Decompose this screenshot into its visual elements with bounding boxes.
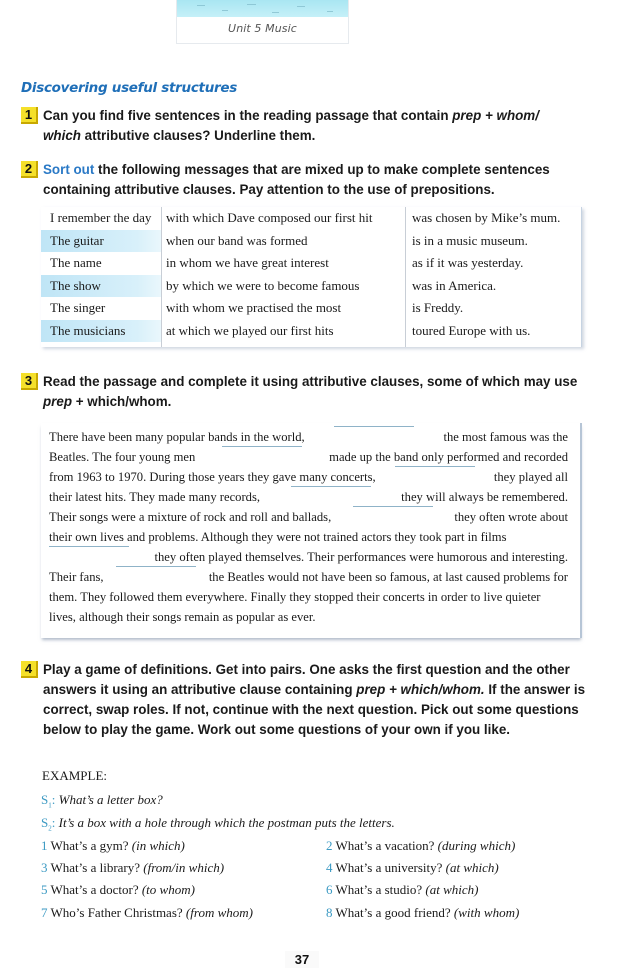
instruction-italic: prep + which/whom. xyxy=(356,682,485,697)
instruction-text: Can you find five sentences in the reading passage that contain xyxy=(43,108,453,123)
instruction-text: + which/whom. xyxy=(72,394,172,409)
passage-line xyxy=(49,467,568,487)
table-row xyxy=(41,275,581,298)
instruction-italic: prep + whom/ xyxy=(452,108,539,123)
table-cell: is Freddy. xyxy=(412,300,464,315)
unit-header-banner xyxy=(176,0,349,44)
passage-line xyxy=(49,527,568,547)
instruction-italic: prep xyxy=(43,394,73,409)
table-cell: with whom we practised the most xyxy=(166,300,342,315)
table-cell: The show xyxy=(41,275,161,298)
passage-text: from 1963 to 1970. During those years they gave many concerts, xyxy=(49,470,376,484)
passage-text: Their songs were a mixture of rock and roll and ballads, xyxy=(49,510,332,524)
question-item: 8 What’s a good friend? (with whom) xyxy=(326,905,520,920)
table-cell: with which Dave composed our first hit xyxy=(166,210,373,225)
passage-text: Their fans, xyxy=(49,570,104,584)
task-3 xyxy=(21,372,596,412)
unit-title: Unit 5 Music xyxy=(228,22,297,35)
passage-line xyxy=(49,567,568,587)
task-1 xyxy=(21,106,596,146)
answer-blank[interactable] xyxy=(49,546,129,547)
answer-blank[interactable] xyxy=(334,426,414,427)
task-number-badge: 1 xyxy=(21,107,38,124)
table-cell: by which we were to become famous xyxy=(166,277,360,293)
task-number-badge: 2 xyxy=(21,161,38,178)
task-number-badge: 4 xyxy=(21,661,38,678)
question-item: 2 What’s a vacation? (during which) xyxy=(326,838,516,853)
passage-line xyxy=(49,507,568,527)
instruction-text: Play a game of definitions. Get into pairs. One asks the first question and the other answers it using an attributive clause containing xyxy=(43,662,570,697)
passage-line xyxy=(49,447,568,467)
table-row xyxy=(41,252,581,275)
passage-text: made up the band only performed and recorded xyxy=(329,450,568,464)
table-cell: as if it was yesterday. xyxy=(412,255,524,270)
speaker-label: $S_1$: xyxy=(41,792,59,810)
instruction-text: Read the passage and complete it using attributive clauses, some of which may use xyxy=(43,374,578,389)
passage-line xyxy=(49,427,568,447)
dialogue-text: What’s a letter box? xyxy=(58,792,163,807)
question-item: 4 What’s a university? (at which) xyxy=(326,860,499,875)
passage-line xyxy=(49,487,568,507)
table-cell: The singer xyxy=(50,300,106,315)
table-row xyxy=(41,297,581,320)
task-instruction xyxy=(43,106,596,146)
passage-text: Beatles. The four young men xyxy=(49,450,196,464)
question-item: 1 What’s a gym? (in which) xyxy=(41,838,185,853)
task-instruction xyxy=(43,660,596,740)
table-row xyxy=(41,320,581,343)
passage-text: they played all xyxy=(493,470,568,484)
answer-blank[interactable] xyxy=(222,446,302,447)
task-2 xyxy=(21,160,596,200)
passage-text: their own lives and problems. Although they were not trained actors they took part in films xyxy=(49,530,507,544)
dialogue-line xyxy=(41,792,163,810)
passage-text: them. They followed them everywhere. Finally they stopped their concerts in order to live quieter xyxy=(49,590,541,604)
page-number: 37 xyxy=(285,951,319,968)
passage-text: they will always be remembered. xyxy=(401,490,568,504)
speaker-label: $S_2$: xyxy=(41,815,59,833)
table-cell: at which we played our first hits xyxy=(166,322,334,338)
answer-blank[interactable] xyxy=(116,566,196,567)
task-4 xyxy=(21,660,596,740)
question-item: 5 What’s a doctor? (to whom) xyxy=(41,882,195,897)
header-water-image xyxy=(177,0,348,17)
section-title: Discovering useful structures xyxy=(21,80,237,96)
sentence-parts-table xyxy=(41,207,582,347)
table-row xyxy=(41,230,581,253)
passage-text: There have been many popular bands in the world, xyxy=(49,430,305,444)
table-row xyxy=(41,207,581,230)
passage-line xyxy=(49,547,568,567)
passage-text: their latest hits. They made many records, xyxy=(49,490,261,504)
table-cell: was chosen by Mike’s mum. xyxy=(412,210,561,225)
fill-in-passage xyxy=(41,423,582,638)
table-cell: in whom we have great interest xyxy=(166,255,329,270)
passage-line xyxy=(49,607,568,627)
answer-blank[interactable] xyxy=(395,466,475,467)
dialogue-line xyxy=(41,815,395,833)
task-number-badge: 3 xyxy=(21,373,38,390)
passage-text: they often played themselves. Their performances were humorous and interesting. xyxy=(154,550,568,564)
table-cell: when our band was formed xyxy=(166,232,308,248)
sort-out-link[interactable]: Sort out xyxy=(43,162,95,177)
question-item: 3 What’s a library? (from/in which) xyxy=(41,860,225,875)
table-cell: is in a music museum. xyxy=(412,232,528,248)
table-cell: was in America. xyxy=(412,277,497,293)
instruction-italic: which xyxy=(43,128,81,143)
question-item: 6 What’s a studio? (at which) xyxy=(326,882,479,897)
dialogue-text: It’s a box with a hole through which the postman puts the letters. xyxy=(58,815,395,830)
passage-text: the Beatles would not have been so famous, at last caused problems for xyxy=(208,570,568,584)
passage-text: they often wrote about xyxy=(454,510,568,524)
task-instruction xyxy=(43,372,596,412)
task-instruction xyxy=(43,160,596,200)
passage-text: lives, although their songs remain as popular as ever. xyxy=(49,610,316,624)
table-cell: The guitar xyxy=(41,230,161,253)
instruction-text: attributive clauses? Underline them. xyxy=(80,128,316,143)
example-label: EXAMPLE: xyxy=(42,768,107,783)
answer-blank[interactable] xyxy=(353,506,433,507)
table-cell: The name xyxy=(50,255,102,270)
passage-text: the most famous was the xyxy=(443,430,568,444)
question-item: 7 Who’s Father Christmas? (from whom) xyxy=(41,905,253,920)
instruction-text: the following messages that are mixed up to make complete sentences containing attributive clauses. Pay attention to the use of prepositions. xyxy=(43,162,550,197)
passage-line xyxy=(49,587,568,607)
table-cell: I remember the day xyxy=(50,210,152,225)
table-cell: The musicians xyxy=(41,320,161,343)
answer-blank[interactable] xyxy=(291,486,371,487)
table-cell: toured Europe with us. xyxy=(412,322,531,338)
instruction-text: If the answer is correct, swap roles. If not, continue with the next question. Pick out some questions below to play the game. Work out some questions of your own if you like. xyxy=(43,682,586,737)
